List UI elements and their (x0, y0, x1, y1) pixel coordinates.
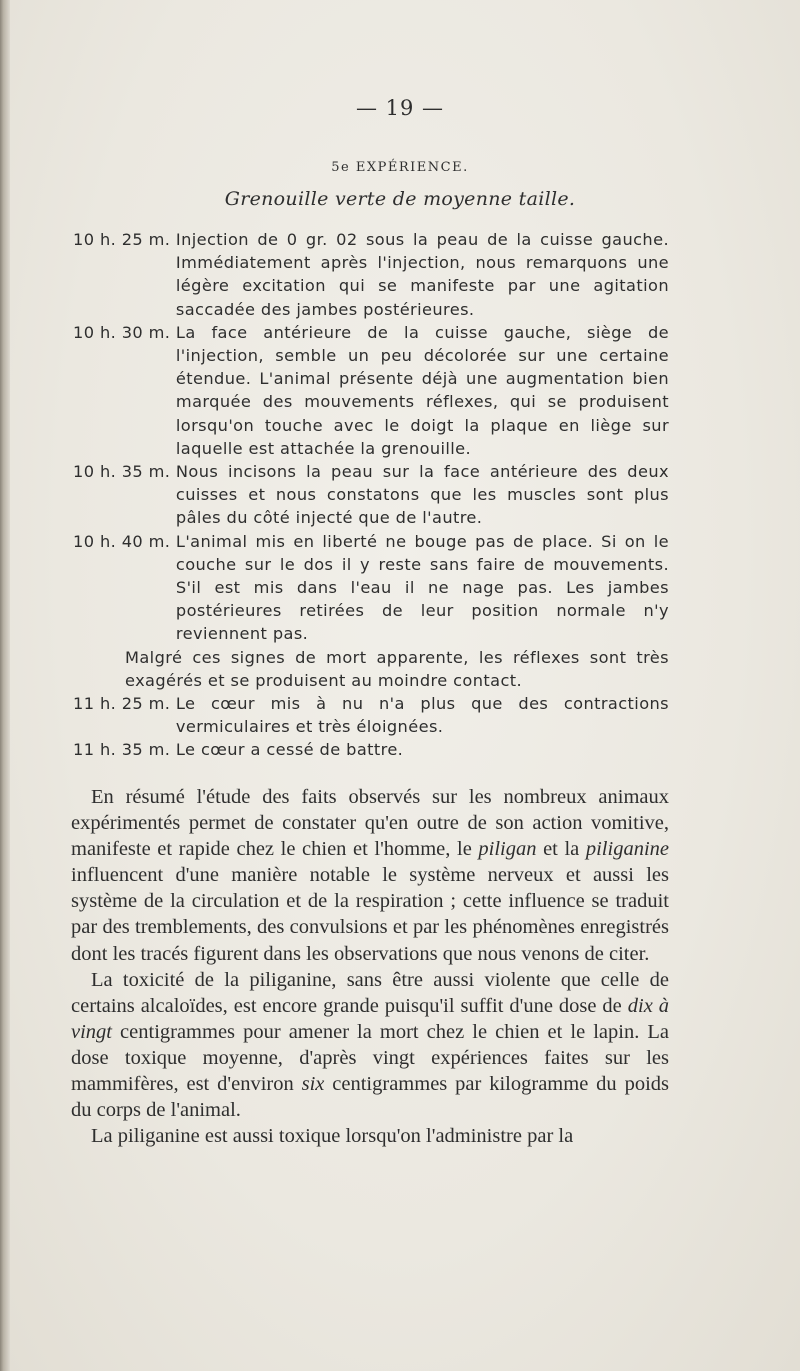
experiment-title: 5e EXPÉRIENCE. (331, 160, 469, 175)
log-time: 10 h. 40 m. (73, 531, 176, 551)
log-time: 10 h. 35 m. (73, 462, 176, 482)
italic-term: dix à vingt (71, 994, 670, 1043)
summary-paragraph (71, 784, 669, 967)
text-run: En résumé l'étude des faits observés sur les nombreux animaux expérimentés permet de constater qu'en outre de son action vomitive, manifeste et rapide chez le chien et l'homme, le (71, 786, 669, 861)
log-text: Nous incisons la peau sur la face antérieure des deux cuisses et nous constatons que les muscles sont plus pâles du côté injecté que de l'autre. (175, 462, 669, 528)
log-time: 10 h. 30 m. (73, 322, 176, 342)
log-entry-continuation (73, 646, 669, 692)
italic-term: six (301, 1073, 325, 1096)
experiment-log (73, 228, 669, 762)
log-time: 10 h. 25 m. (73, 230, 176, 249)
log-entry (73, 692, 669, 738)
log-entry (73, 738, 669, 761)
log-entry (73, 228, 669, 321)
log-entry (73, 321, 669, 460)
log-entry (73, 460, 669, 530)
log-text: Malgré ces signes de mort apparente, les réflexes sont très exagérés et se produisent au moindre contact. (125, 647, 669, 690)
log-text: Le cœur a cessé de battre. (175, 740, 404, 760)
log-text: La face antérieure de la cuisse gauche, siège de l'injection, semble un peu décolorée sur une certaine étendue. L'animal présente déjà une augmentation bien marquée des mouvements réflexes, qui se produisent lorsqu'on touche avec le doigt la plaque en liège sur laquelle est attachée la grenouille. (175, 322, 669, 458)
text-run: influencent d'une manière notable le système nerveux et aussi les système de la circulation et de la respiration ; cette influence se traduit par des tremblements, des convulsions et par les phénomènes enregistrés dont les tracés figurent dans les observations que nous venons de citer. (71, 864, 669, 965)
text-run: et la (536, 838, 586, 861)
experiment-subtitle: Grenouille verte de moyenne taille. (224, 188, 576, 210)
log-text: Le cœur mis à nu n'a plus que des contractions vermiculaires et très éloignées. (175, 694, 669, 737)
summary-paragraph: La piliganine est aussi toxique lorsqu'on l'administre par la (91, 1125, 574, 1148)
summary-text (71, 784, 669, 1149)
italic-term: piliganine (585, 838, 669, 861)
page-number: — 19 — (355, 96, 445, 120)
log-text: Injection de 0 gr. 02 sous la peau de la cuisse gauche. Immédiatement après l'injection, nous remarquons une légère excitation qui se manifeste par une agitation saccadée des jambes postérieures. (175, 230, 669, 319)
log-time: 11 h. 25 m. (73, 694, 176, 714)
text-run: centigrammes pour amener la mort chez le chien et le lapin. La dose toxique moyenne, d'après vingt expériences faites sur les mammifères, est d'environ (71, 1020, 669, 1096)
log-text: L'animal mis en liberté ne bouge pas de place. Si on le couche sur le dos il y reste sans faire de mouvements. S'il est mis dans l'eau il ne nage pas. Les jambes postérieures retirées de leur position normale n'y reviennent pas. (175, 531, 669, 644)
log-time: 11 h. 35 m. (73, 740, 176, 760)
log-entry (73, 530, 669, 646)
text-run: La toxicité de la piliganine, sans être aussi violente que celle de certains alcaloïdes, est encore grande puisqu'il suffit d'une dose de (71, 968, 669, 1017)
italic-term: piligan (478, 838, 537, 861)
text-run: centigrammes par kilogramme du poids du corps de l'animal. (71, 1073, 670, 1122)
summary-paragraph (71, 967, 669, 1124)
